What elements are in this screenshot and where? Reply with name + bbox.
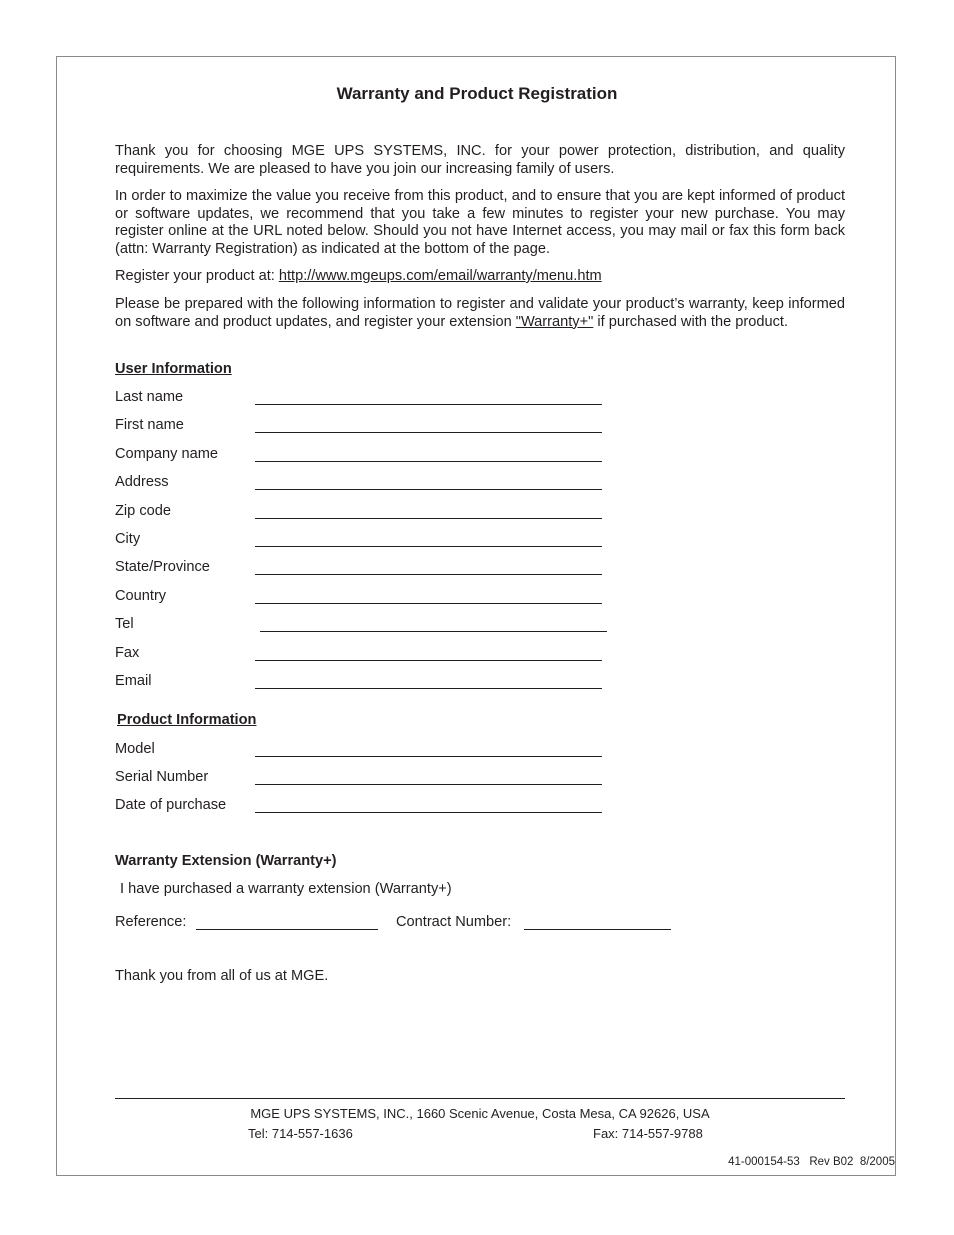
product-info-heading: Product Information (117, 712, 257, 728)
contract-number-label: Contract Number: (396, 914, 512, 930)
field-label: Last name (115, 389, 184, 405)
reference-field[interactable] (196, 929, 378, 930)
field-input-line[interactable] (255, 489, 602, 490)
intro-paragraph-4 (115, 296, 845, 331)
field-input-line[interactable] (255, 660, 602, 661)
p4-after: if purchased with the product. (593, 313, 789, 330)
page-title: Warranty and Product Registration (336, 84, 618, 103)
field-label: Company name (115, 445, 219, 462)
field-label: State/Province (115, 559, 210, 576)
field-label: Address (115, 474, 169, 491)
warranty-plus-link[interactable]: "Warranty+" (515, 313, 594, 330)
field-label: Fax (115, 644, 140, 661)
warranty-purchased-option[interactable]: I have purchased a warranty extension (Warranty+) (120, 881, 452, 897)
closing-text: Thank you from all of us at MGE. (115, 968, 329, 984)
field-label: Email (115, 673, 152, 689)
warranty-ext-heading: Warranty Extension (Warranty+) (115, 853, 337, 869)
field-input-line[interactable] (255, 756, 602, 757)
field-label: Zip code (115, 502, 171, 519)
reference-label: Reference: (115, 914, 187, 930)
field-label: Model (115, 741, 155, 757)
field-label: City (115, 531, 141, 547)
field-input-line[interactable] (255, 432, 602, 433)
field-input-line[interactable] (255, 461, 602, 462)
field-label: First name (115, 417, 184, 434)
register-line (115, 268, 845, 286)
footer-fax: Fax: 714-557-9788 (593, 1126, 703, 1141)
field-input-line[interactable] (260, 631, 607, 632)
user-info-heading: User Information (115, 361, 232, 377)
document-reference: 41-000154-53 Rev B02 8/2005 (728, 1156, 895, 1168)
footer-divider (115, 1098, 845, 1099)
intro-paragraph-2: In order to maximize the value you receive from this product, and to ensure that you are kept informed of product or software updates, we recommend that you take a few minutes to register your new purchase. You may register online at the URL noted below. Should you not have Internet access, you may mail or fax this form back (attn: Warranty Registration) as indicated at the bottom of the page. (115, 188, 845, 257)
field-label: Date of purchase (115, 797, 227, 814)
field-input-line[interactable] (255, 603, 602, 604)
field-input-line[interactable] (255, 546, 602, 547)
p4-before: Please be prepared with the following information to register and validate your product’s warranty, keep informed on software and product updates, and register your extension (115, 296, 845, 330)
field-label: Tel (115, 616, 134, 633)
field-input-line[interactable] (255, 518, 602, 519)
register-prefix: Register your product at: (115, 268, 279, 284)
field-input-line[interactable] (255, 784, 602, 785)
intro-paragraph-1: Thank you for choosing MGE UPS SYSTEMS, INC. for your power protection, distribution, and quality requirements. We are pleased to have you join our increasing family of users. (115, 143, 845, 177)
field-input-line[interactable] (255, 812, 602, 813)
footer-tel: Tel: 714-557-1636 (248, 1126, 353, 1141)
field-input-line[interactable] (255, 574, 602, 575)
field-label: Country (115, 587, 167, 604)
contract-number-field[interactable] (524, 929, 671, 930)
field-label: Serial Number (115, 769, 209, 786)
register-url-link[interactable]: http://www.mgeups.com/email/warranty/menu.htm (278, 268, 602, 284)
footer-address: MGE UPS SYSTEMS, INC., 1660 Scenic Avenue, Costa Mesa, CA 92626, USA (250, 1106, 710, 1121)
field-input-line[interactable] (255, 404, 602, 405)
field-input-line[interactable] (255, 688, 602, 689)
